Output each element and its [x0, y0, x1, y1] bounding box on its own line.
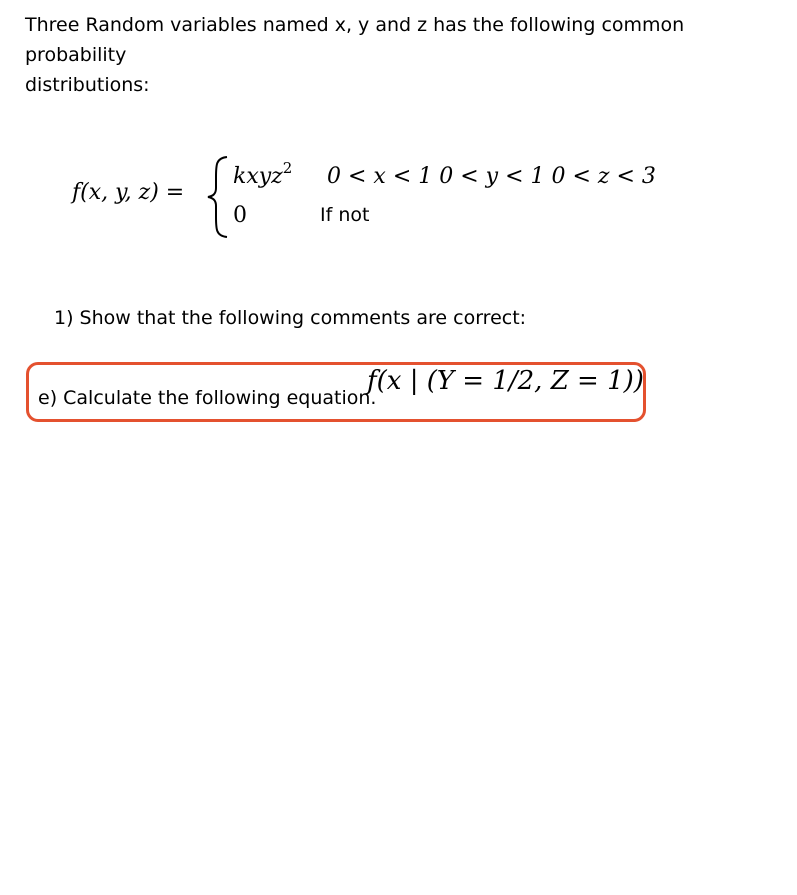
pdf-case1-base: kxyz: [233, 164, 283, 189]
pdf-case2-expression: 0: [233, 203, 247, 228]
pdf-case1-exponent: 2: [282, 159, 293, 177]
pdf-case2-condition: If not: [320, 204, 370, 226]
pdf-case1-condition: 0 < x < 1 0 < y < 1 0 < z < 3: [327, 164, 656, 189]
pdf-case1-expression: [233, 159, 293, 189]
pdf-lhs: f(x, y, z) =: [72, 180, 185, 205]
part-e-label: e) Calculate the following equation.: [38, 387, 377, 409]
intro-line-2: distributions:: [25, 74, 150, 96]
question-item-1: 1) Show that the following comments are correct:: [54, 307, 527, 329]
left-brace-icon: [205, 155, 231, 239]
problem-intro: [25, 10, 785, 100]
intro-line-1: Three Random variables named x, y and z has the following common probability: [25, 14, 685, 66]
part-e-equation: f(x | (Y = 1/2, Z = 1)): [367, 366, 644, 396]
